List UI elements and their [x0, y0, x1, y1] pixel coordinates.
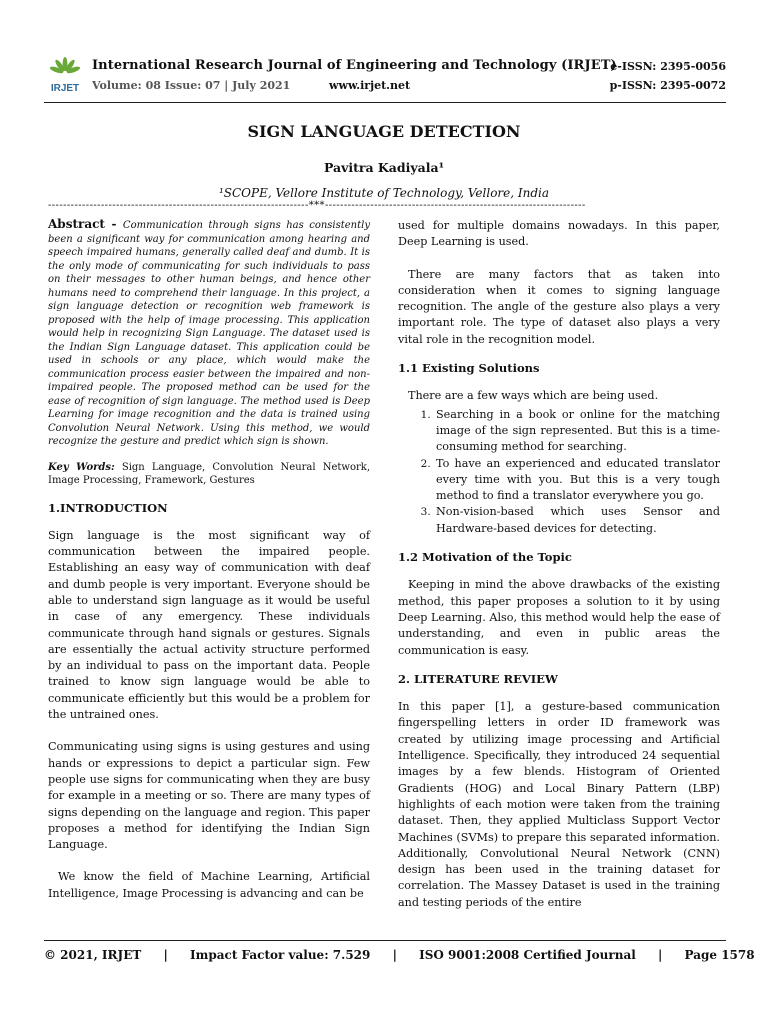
footer-page-number: Page 1578	[684, 948, 755, 962]
list-item: 2. To have an experienced and educated translator every time with you. But this is a very tough method to find a translator everywhere you go.	[434, 456, 720, 505]
footer-divider	[44, 940, 726, 941]
intro-paragraph: Communicating using signs is using gestures and using hands or expressions to depict a particular sign. Few people use signs for communicating when they are busy for example in a meeting or so. There are many types of signs depending on the language and region. This paper proposes a method for identifying the Indian Sign Language.	[48, 740, 370, 852]
keywords-body: Sign Language, Convolution Neural Network, Image Processing, Framework, Gestures	[48, 461, 370, 486]
literature-review-heading: 2. LITERATURE REVIEW	[398, 671, 558, 686]
intro-paragraph: We know the field of Machine Learning, Artificial Intelligence, Image Processing is advancing and can be	[48, 870, 370, 900]
left-column	[48, 218, 370, 902]
paper-title: SIGN LANGUAGE DETECTION	[247, 122, 521, 141]
footer-separator: |	[392, 948, 397, 962]
footer-impact-factor: Impact Factor value: 7.529	[190, 948, 371, 962]
e-issn: e-ISSN: 2395-0056	[610, 60, 726, 73]
existing-solutions-intro: There are a few ways which are being used.	[408, 389, 659, 403]
section-separator: ---------------------------------------------------------------------***---------------------------------------------------------------------	[48, 200, 586, 211]
journal-header	[44, 52, 726, 98]
body-paragraph: used for multiple domains nowadays. In this paper, Deep Learning is used.	[398, 219, 720, 249]
p-issn: p-ISSN: 2395-0072	[609, 79, 726, 92]
literature-paragraph: In this paper [1], a gesture-based communication fingerspelling letters in order ID framework was created by utilizing image processing and Artificial Intelligence. Specifically, they introduced 24 sequential images by a few blends. Histogram of Oriented Gradients (HOG) and Local Binary Pattern (LBP) highlights of each motion were taken from the training dataset. Then, they applied Multiclass Support Vector Machines (SVMs) to prepare this separated information. Additionally, Convolutional Neural Network (CNN) design has been used in the training dataset for correlation. The Massey Dataset is used in the training and testing periods of the entire	[398, 700, 720, 909]
motivation-heading: 1.2 Motivation of the Topic	[398, 550, 572, 565]
keywords	[48, 461, 370, 488]
footer-iso: ISO 9001:2008 Certified Journal	[419, 948, 636, 962]
author-affiliation: ¹SCOPE, Vellore Institute of Technology, Vellore, India	[218, 186, 550, 200]
abstract-body: Communication through signs has consistently been a significant way for communication among hearing and speech impaired humans, generally called deaf and dumb. It is the only mode of communicating for such individuals to pass on their messages to other human beings, and hence other humans need to comprehend their language. In this project, a sign language detection or recognition web framework is proposed with the help of image processing. This application would help in recognizing Sign Language. The dataset used is the Indian Sign Language dataset. This application could be used in schools or any place, which would make the communication process easier between the impaired and non-impaired people. The proposed method can be used for the ease of recognition of sign language. The method used is Deep Learning for image recognition and the data is trained using Convolution Neural Network. Using this method, we would recognize the gesture and predict which sign is shown.	[48, 220, 370, 447]
list-item: 3. Non-vision-based which uses Sensor and Hardware-based devices for detecting.	[434, 504, 720, 537]
abstract	[48, 218, 370, 449]
right-column	[398, 218, 720, 911]
logo-text: IRJET	[50, 83, 80, 94]
introduction-heading: 1.INTRODUCTION	[48, 500, 168, 515]
body-paragraph: There are many factors that as taken into consideration when it comes to signing language recognition. The angle of the gesture also plays a very important role. The type of dataset also plays a very vital role in the recognition model.	[398, 267, 720, 346]
author-name: Pavitra Kadiyala¹	[323, 160, 445, 175]
irjet-logo	[44, 55, 86, 95]
journal-title: International Research Journal of Engineering and Technology (IRJET)	[92, 58, 617, 73]
footer-separator: |	[163, 948, 168, 962]
intro-paragraph: Sign language is the most significant way of communication between the impaired people. Establishing an easy way of communication with deaf and dumb people is very important. Everyone should be able to understand sign language as it would be useful in case of any emergency. These individuals communicate through hand signals or gestures. Signals are essentially the actual activity structure performed by an individual to pass on the important data. People trained to know sign language would be able to communicate efficiently but this would be a problem for the untrained ones.	[48, 528, 370, 722]
existing-solutions-list	[398, 407, 720, 537]
footer-separator: |	[657, 948, 663, 962]
issue-info: Volume: 08 Issue: 07 | July 2021	[92, 79, 291, 92]
keywords-label: Key Words:	[48, 461, 115, 473]
page-footer	[44, 948, 755, 962]
abstract-label: Abstract -	[48, 217, 123, 231]
header-divider	[44, 102, 726, 103]
footer-copyright: © 2021, IRJET	[44, 948, 142, 962]
existing-solutions-heading: 1.1 Existing Solutions	[398, 361, 540, 376]
motivation-paragraph: Keeping in mind the above drawbacks of the existing method, this paper proposes a solution to it by using Deep Learning. Also, this method would help the ease of understanding, and even in public areas the communication is easy.	[398, 578, 720, 657]
journal-website[interactable]: www.irjet.net	[329, 79, 411, 92]
list-item: 1. Searching in a book or online for the matching image of the sign represented. But this is a time-consuming method for searching.	[434, 407, 720, 456]
